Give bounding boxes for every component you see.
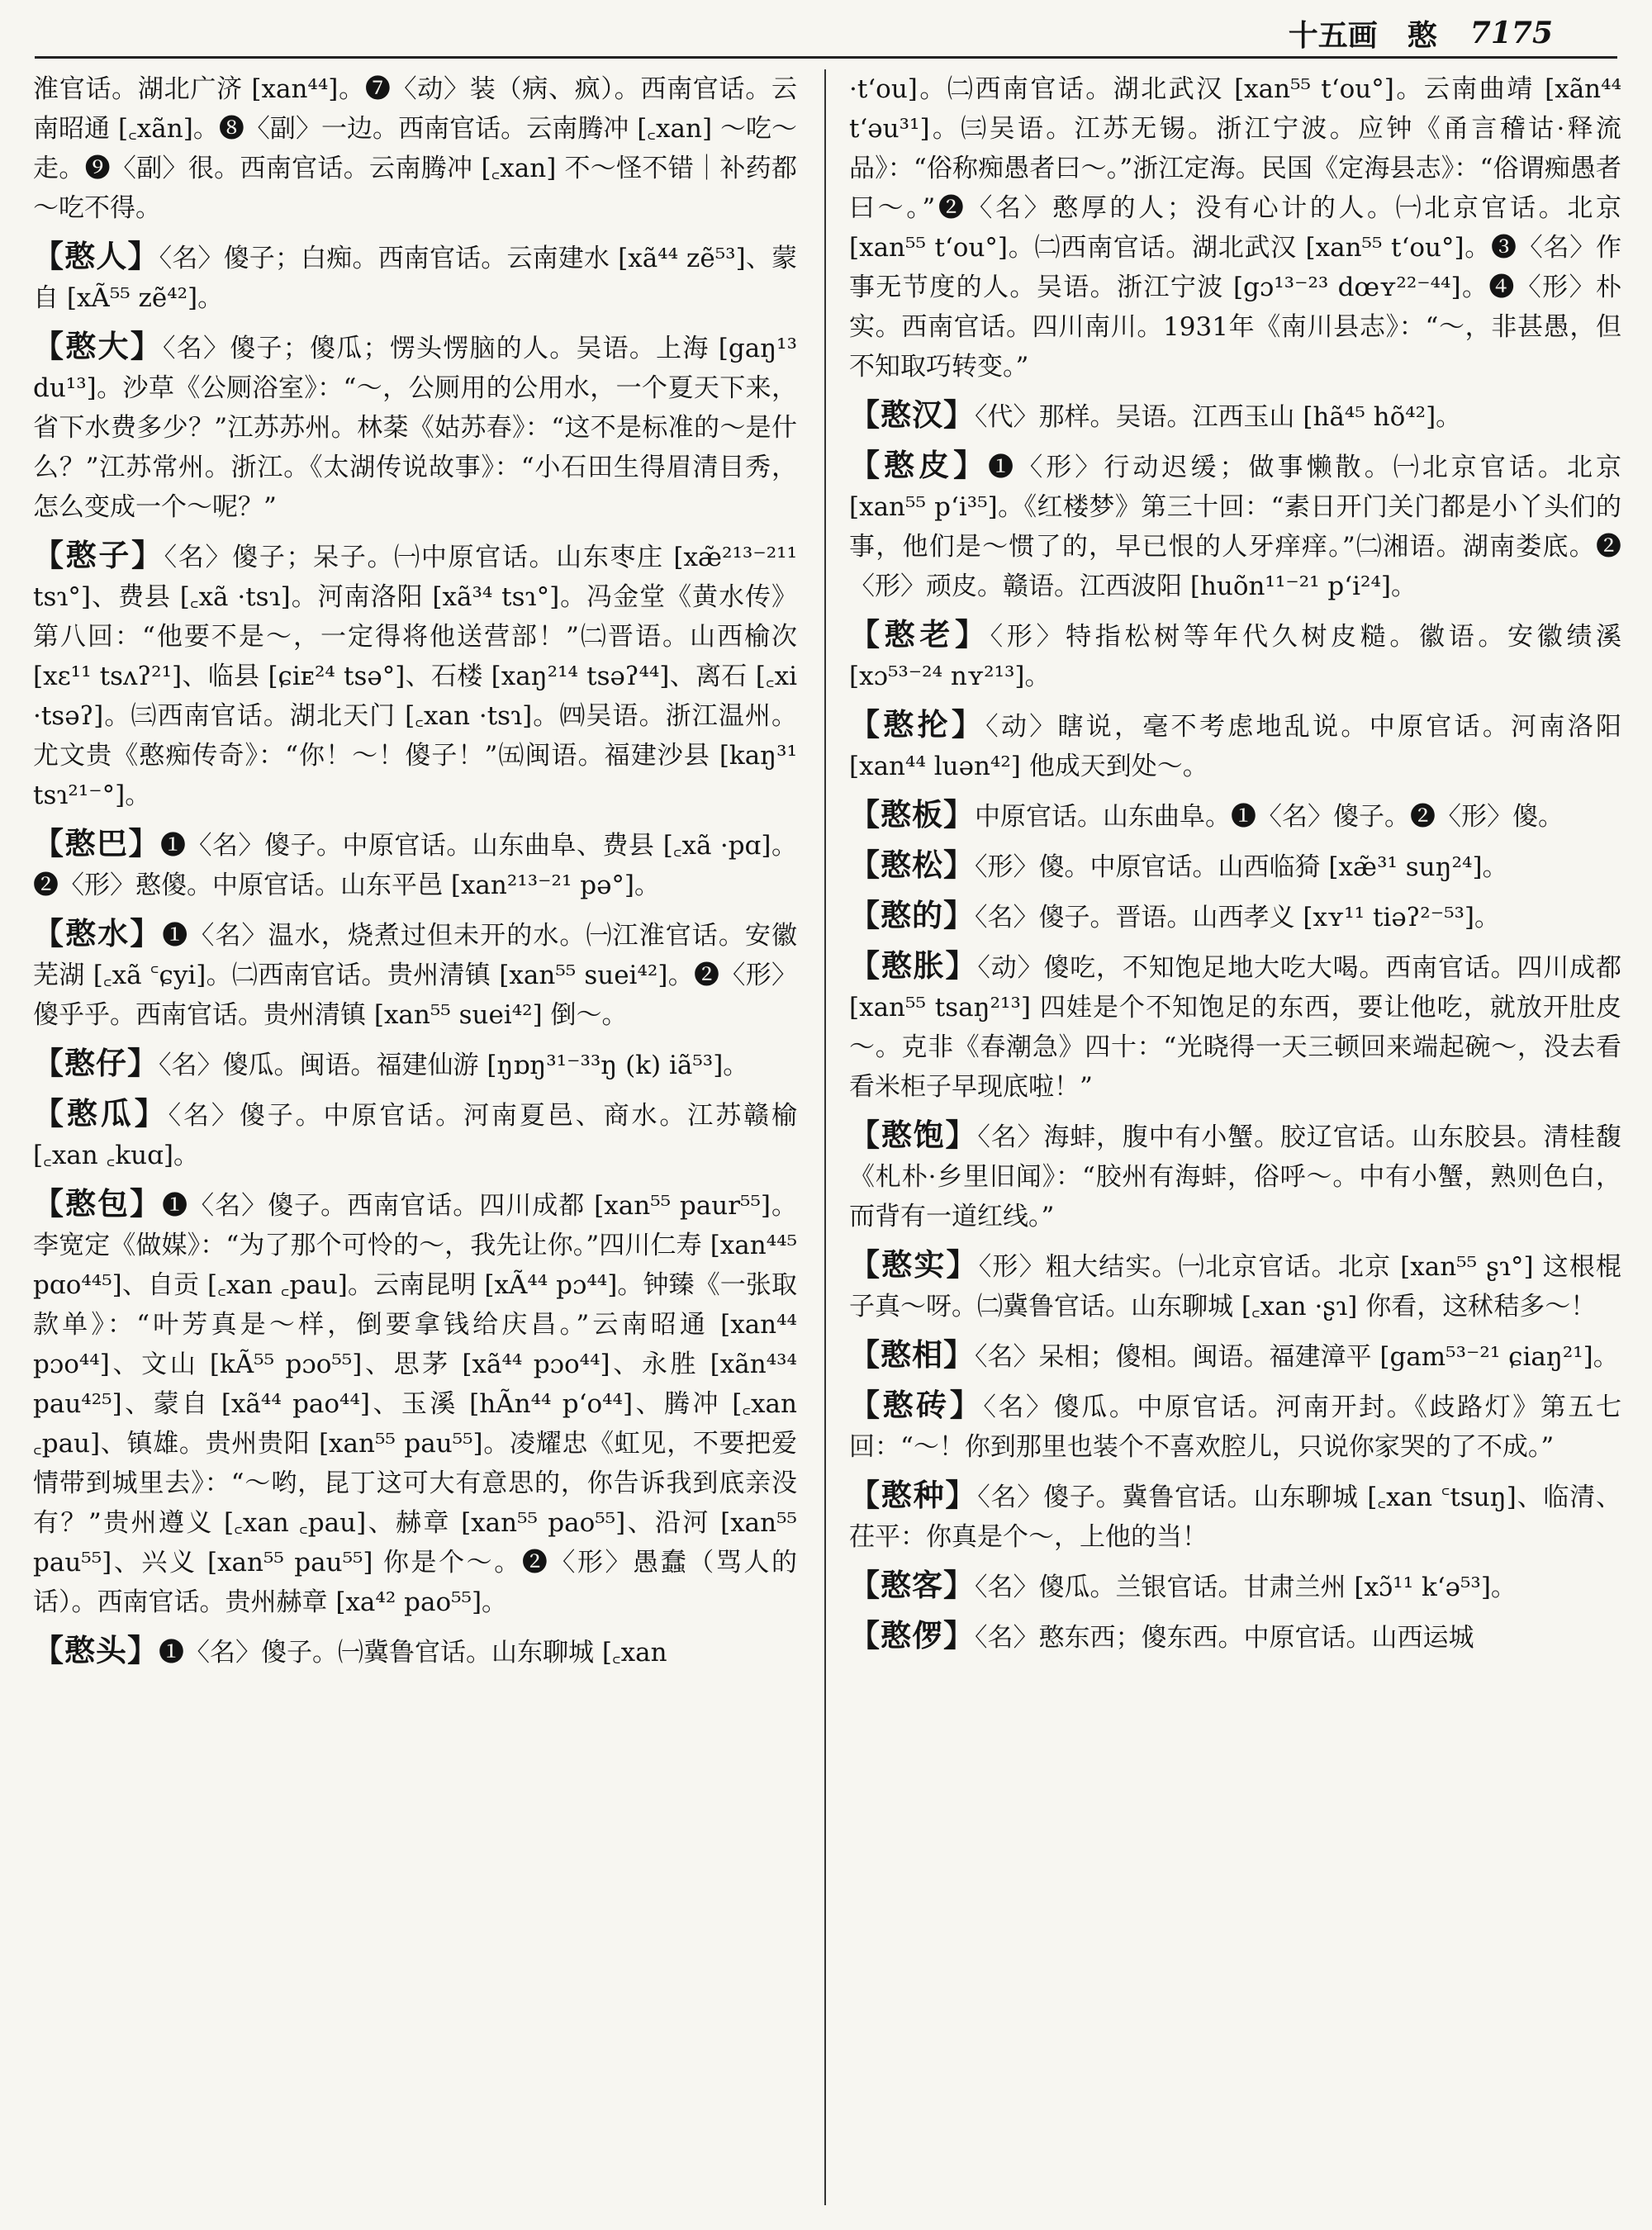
entry-definition: 〈名〉傻瓜。兰银官话。甘肃兰州 [xɔ̃¹¹ k‘ə⁵³]。 [975, 1573, 1517, 1602]
entry-definition: 〈名〉傻子；呆子。㈠中原官话。山东枣庄 [xæ̃²¹³⁻²¹¹ tsɿ°]、费县 [꜀xã ·tsɿ]。河南洛阳 [xã³⁴ tsɿ°]。冯金堂《黄水传》第八回：“他要不是～，一定得将他送营部！”㈡晋语。山西榆次 [xɛ¹¹ tsʌʔ²¹]、临县 [ɕiᴇ²⁴ tsə°]、石楼 [xaŋ²¹⁴ tsəʔ⁴⁴]、离石 [꜀xi ·tsəʔ]。㈢西南官话。湖北天门 [꜀xan ·tsɿ]。㈣吴语。浙江温州。尤文贵《憨痴传奇》：“你！～！傻子！”㈤闽语。福建沙县 [kaŋ³¹ tsɿ²¹⁻°]。 [33, 543, 797, 810]
entry-definition: 〈名〉傻瓜。闽语。福建仙游 [ŋɒŋ³¹⁻³³ŋ (k) iã⁵³]。 [159, 1051, 749, 1080]
entry-headword: 【憨㑩】 [849, 1617, 975, 1654]
entry-definition: ❶〈名〉傻子。中原官话。山东曲阜、费县 [꜀xã ·pɑ]。❷〈形〉憨傻。中原官话。山东平邑 [xan²¹³⁻²¹ pə°]。 [33, 831, 797, 900]
dictionary-entry [33, 326, 797, 527]
entry-definition: 〈形〉傻。中原官话。山西临猗 [xæ̃³¹ suŋ²⁴]。 [975, 852, 1508, 882]
entry-headword: 【憨饱】 [849, 1117, 978, 1153]
entry-definition: 〈名〉傻瓜。中原官话。河南开封。《歧路灯》第五七回：“～！你到那里也装个不喜欢腔儿，只说你家哭的了不成。” [849, 1393, 1622, 1462]
left-column [33, 69, 797, 2213]
entry-headword: 【憨客】 [849, 1567, 975, 1603]
right-column [849, 69, 1621, 2213]
entry-headword: 【憨种】 [849, 1477, 978, 1513]
entry-definition: ❶〈形〉行动迟缓；做事懒散。㈠北京官话。北京 [xan⁵⁵ p‘i³⁵]。《红楼梦》第三十回：“素日开门关门都是小丫头们的事，他们是～惯了的，早已恨的人牙痒痒。”㈡湘语。湖南娄底。❷〈形〉顽皮。赣语。江西波阳 [huõn¹¹⁻²¹ p‘i²⁴]。 [849, 453, 1622, 601]
dictionary-entry [849, 705, 1621, 786]
entry-headword: 【憨头】 [33, 1632, 159, 1668]
entry-headword: 【憨人】 [33, 238, 159, 274]
dictionary-entry [33, 1630, 797, 1672]
entry-definition: 〈名〉傻子。冀鲁官话。山东聊城 [꜀xan ꜂tsuŋ]、临清、茌平：你真是个～，上他的当！ [849, 1483, 1621, 1552]
entry-definition: 〈名〉憨东西；傻东西。中原官话。山西运城 [975, 1623, 1474, 1653]
entry-headword: 【憨仔】 [33, 1045, 159, 1081]
entry-continuation: ·t‘ou]。㈡西南官话。湖北武汉 [xan⁵⁵ t‘ou°]。云南曲靖 [xãn⁴⁴ t‘əu³¹]。㈢吴语。江苏无锡。浙江宁波。应钟《甬言稽诂·释流品》：“俗称痴愚者曰～。”浙江定海。民国《定海县志》：“俗谓痴愚者曰～。”❷〈名〉憨厚的人；没有心计的人。㈠北京官话。北京 [xan⁵⁵ t‘ou°]。㈡西南官话。湖北武汉 [xan⁵⁵ t‘ou°]。❸〈名〉作事无节度的人。吴语。浙江宁波 [gɔ¹³⁻²³ dœʏ²²⁻⁴⁴]。❹〈形〉朴实。西南官话。四川南川。1931年《南川县志》：“～，非甚愚，但不知取巧转变。” [849, 74, 1621, 382]
dictionary-entry [849, 1335, 1621, 1377]
entry-headword: 【憨水】 [33, 915, 163, 951]
dictionary-entry [849, 1245, 1621, 1326]
entry-headword: 【憨汉】 [849, 396, 975, 433]
entry-definition: 〈名〉呆相；傻相。闽语。福建漳平 [gam⁵³⁻²¹ ɕiaŋ²¹]。 [975, 1342, 1619, 1372]
entry-definition: 〈代〉那样。吴语。江西玉山 [hã⁴⁵ hõ⁴²]。 [975, 402, 1462, 432]
dictionary-entry [33, 823, 797, 905]
dictionary-entry [33, 1094, 797, 1175]
entry-headword: 【憨大】 [33, 328, 163, 364]
entry-definition: ❶〈名〉傻子。㈠冀鲁官话。山东聊城 [꜀xan [159, 1638, 667, 1668]
entry-headword: 【憨抡】 [849, 706, 986, 743]
entry-definition: 〈名〉傻子。中原官话。河南夏邑、商水。江苏赣榆 [꜀xan ꜀kuɑ]。 [33, 1101, 798, 1170]
dictionary-entry [849, 1565, 1621, 1607]
entry-headword: 【憨瓜】 [33, 1095, 169, 1132]
dictionary-entry [33, 236, 797, 318]
section-title: 十五画 憨 [1288, 17, 1437, 53]
entry-headword: 【憨巴】 [33, 825, 160, 861]
dictionary-entry [849, 1616, 1621, 1658]
entry-definition: 〈名〉傻子。晋语。山西孝义 [xʏ¹¹ tiəʔ²⁻⁵³]。 [975, 903, 1501, 932]
dictionary-entry [849, 795, 1621, 837]
entry-definition: 〈动〉瞎说，毫不考虑地乱说。中原官话。河南洛阳 [xan⁴⁴ luən⁴²] 他成天到处～。 [849, 712, 1621, 781]
dictionary-entry [849, 895, 1621, 937]
entry-definition: 〈名〉海蚌，腹中有小蟹。胶辽官话。山东胶县。清桂馥《札朴·乡里旧闻》：“胶州有海蚌，俗呼～。中有小蟹，熟则色白，而背有一道红线。” [849, 1122, 1621, 1231]
dictionary-entry [849, 445, 1621, 606]
dictionary-entry [849, 1115, 1621, 1236]
entry-headword: 【憨皮】 [849, 447, 989, 483]
entry-headword: 【憨松】 [849, 847, 975, 883]
entry-continuation: 淮官话。湖北广济 [xan⁴⁴]。❼〈动〉装（病、疯）。西南官话。云南昭通 [꜀xãn]。❽〈副〉一边。西南官话。云南腾冲 [꜀xan] ～吃～走。❾〈副〉很。西南官话。云南腾冲 [꜀xan] 不～怪不错｜补药都～吃不得。 [33, 74, 797, 223]
page-number: 7175 [1469, 16, 1553, 50]
dictionary-entry [33, 535, 797, 815]
dictionary-entry [33, 1184, 797, 1622]
header-rule [35, 56, 1617, 59]
dictionary-entry [849, 845, 1621, 887]
dictionary-entry [849, 946, 1621, 1107]
entry-headword: 【憨相】 [849, 1336, 975, 1373]
dictionary-entry [33, 1043, 797, 1085]
entry-headword: 【憨胀】 [849, 947, 978, 984]
dictionary-entry [849, 395, 1621, 437]
entry-definition: 〈形〉粗大结实。㈠北京官话。北京 [xan⁵⁵ ʂɿ°] 这根棍子真～呀。㈡冀鲁官话。山东聊城 [꜀xan ·ʂɿ] 你看，这秫秸多～！ [849, 1252, 1622, 1321]
entry-headword: 【憨子】 [33, 537, 164, 573]
column-divider [824, 69, 826, 2205]
entry-definition: ❶〈名〉傻子。西南官话。四川成都 [xan⁵⁵ paur⁵⁵]。李宽定《做媒》：“为了那个可怜的～，我先让你。”四川仁寿 [xan⁴⁴⁵ pɑo⁴⁴⁵]、自贡 [꜀xan ꜀pau]。云南昆明 [xÃ⁴⁴ pɔ⁴⁴]。钟臻《一张取款单》：“叶芳真是～样，倒要拿钱给庆昌。”云南昭通 [xan⁴⁴ pɔo⁴⁴]、文山 [kÃ⁵⁵ pɔo⁵⁵]、思茅 [xã⁴⁴ pɔo⁴⁴]、永胜 [xãn⁴³⁴ pau⁴²⁵]、蒙自 [xã⁴⁴ pao⁴⁴]、玉溪 [hÃn⁴⁴ p‘o⁴⁴]、腾冲 [꜀xan ꜀pau]、镇雄。贵州贵阳 [xan⁵⁵ pau⁵⁵]。凌耀忠《虹见，不要把爱情带到城里去》：“～哟，昆丁这可大有意思的，你告诉我到底亲没有？”贵州遵义 [꜀xan ꜀pau]、赫章 [xan⁵⁵ pao⁵⁵]、沿河 [xan⁵⁵ pau⁵⁵]、兴义 [xan⁵⁵ pau⁵⁵] 你是个～。❷〈形〉愚蠢（骂人的话）。西南官话。贵州赫章 [xa⁴² pao⁵⁵]。 [33, 1191, 797, 1617]
entry-definition: 〈形〉特指松树等年代久树皮糙。徽语。安徽绩溪 [xɔ⁵³⁻²⁴ nʏ²¹³]。 [849, 622, 1621, 691]
page-header [1289, 12, 1553, 55]
dictionary-entry [849, 1385, 1621, 1467]
entry-headword: 【憨砖】 [849, 1387, 984, 1423]
entry-definition: 中原官话。山东曲阜。❶〈名〉傻子。❷〈形〉傻。 [975, 802, 1564, 832]
entry-definition: 〈名〉傻子；傻瓜；愣头愣脑的人。吴语。上海 [gaŋ¹³ du¹³]。沙草《公厕浴室》：“～，公厕用的公用水，一个夏天下来，省下水费多少？”江苏苏州。林棻《姑苏春》：“这不是标准的～是什么？”江苏常州。浙江。《太湖传说故事》：“小石田生得眉清目秀，怎么变成一个～呢？” [33, 334, 798, 522]
entry-definition: 〈名〉傻子；白痴。西南官话。云南建水 [xã⁴⁴ zẽ⁵³]、蒙自 [xÃ⁵⁵ zẽ⁴²]。 [33, 244, 797, 313]
entry-headword: 【憨实】 [849, 1246, 979, 1283]
dictionary-entry [33, 913, 797, 1035]
entry-definition: ❶〈名〉温水，烧煮过但未开的水。㈠江淮官话。安徽芜湖 [꜀xã ꜂ɕyi]。㈡西南官话。贵州清镇 [xan⁵⁵ suei⁴²]。❷〈形〉傻乎乎。西南官话。贵州清镇 [xan⁵⁵ suei⁴²] 倒～。 [33, 921, 797, 1030]
entry-headword: 【憨板】 [849, 796, 975, 833]
dictionary-entry [849, 1475, 1621, 1557]
entry-definition: 〈动〉傻吃，不知饱足地大吃大喝。西南官话。四川成都 [xan⁵⁵ tsaŋ²¹³] 四娃是个不知饱足的东西，要让他吃，就放开肚皮～。克非《春潮急》四十：“光晓得一天三顿回来端起碗～，没去看看米柜子早现底啦！” [849, 953, 1621, 1102]
entry-headword: 【憨老】 [849, 616, 990, 652]
entry-headword: 【憨包】 [33, 1185, 163, 1222]
dictionary-entry [849, 614, 1621, 696]
entry-headword: 【憨的】 [849, 897, 975, 933]
